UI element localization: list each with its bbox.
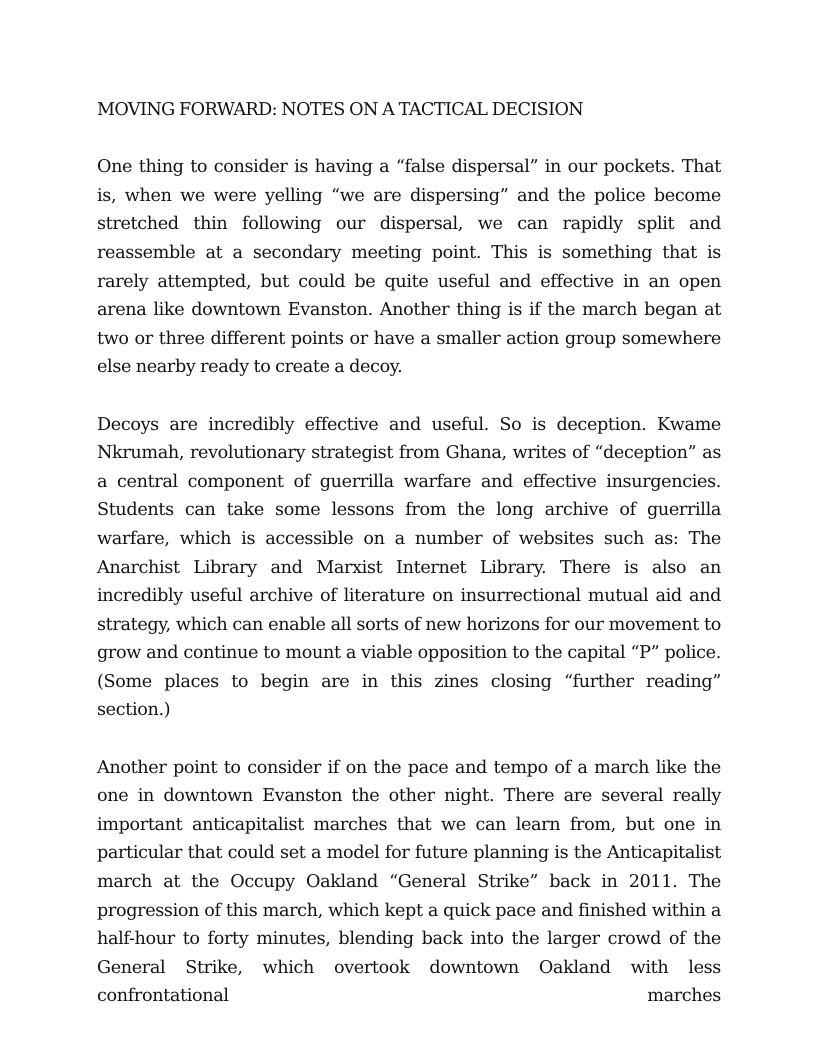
document-heading: MOVING FORWARD: NOTES ON A TACTICAL DECISION [97, 100, 584, 120]
paragraph-march-pace: Another point to consider if on the pace and tempo of a march like the one in downtown Evanston the other night. There are several really important anticapitalist marches that we can learn from, but one in particular that could set a model for future planning is the Anticapitalist march at the Occupy Oakland “General Strike” back in 2011. The progression of this march, which kept a quick pace and finished within a half-hour to forty minutes, blending back into the larger crowd of the General Strike, which overtook downtown Oakland with less confrontational marches [97, 757, 721, 1007]
paragraph-false-dispersal: One thing to consider is having a “false dispersal” in our pockets. That is, when we were yelling “we are dispersing” and the police become stretched thin following our dispersal, we can rapidly split and reassemble at a secondary meeting point. This is something that is rarely attempted, but could be quite useful and effective in an open arena like downtown Evanston. Another thing is if the march began at two or three different points or have a smaller action group somewhere else nearby ready to create a decoy. [97, 157, 721, 378]
paragraph-decoys-deception: Decoys are incredibly effective and useful. So is deception. Kwame Nkrumah, revolutionary strategist from Ghana, writes of “deception” as a central component of guerrilla warfare and effective insurgencies. Students can take some lessons from the long archive of guerrilla warfare, which is accessible on a number of websites such as: The Anarchist Library and Marxist Internet Library. There is also an incredibly useful archive of literature on insurrectional mutual aid and strategy, which can enable all sorts of new horizons for our movement to grow and continue to mount a viable opposition to the capital “P” police. (Some places to begin are in this zines closing “further reading” section.) [97, 414, 721, 721]
document-page [97, 96, 721, 1011]
